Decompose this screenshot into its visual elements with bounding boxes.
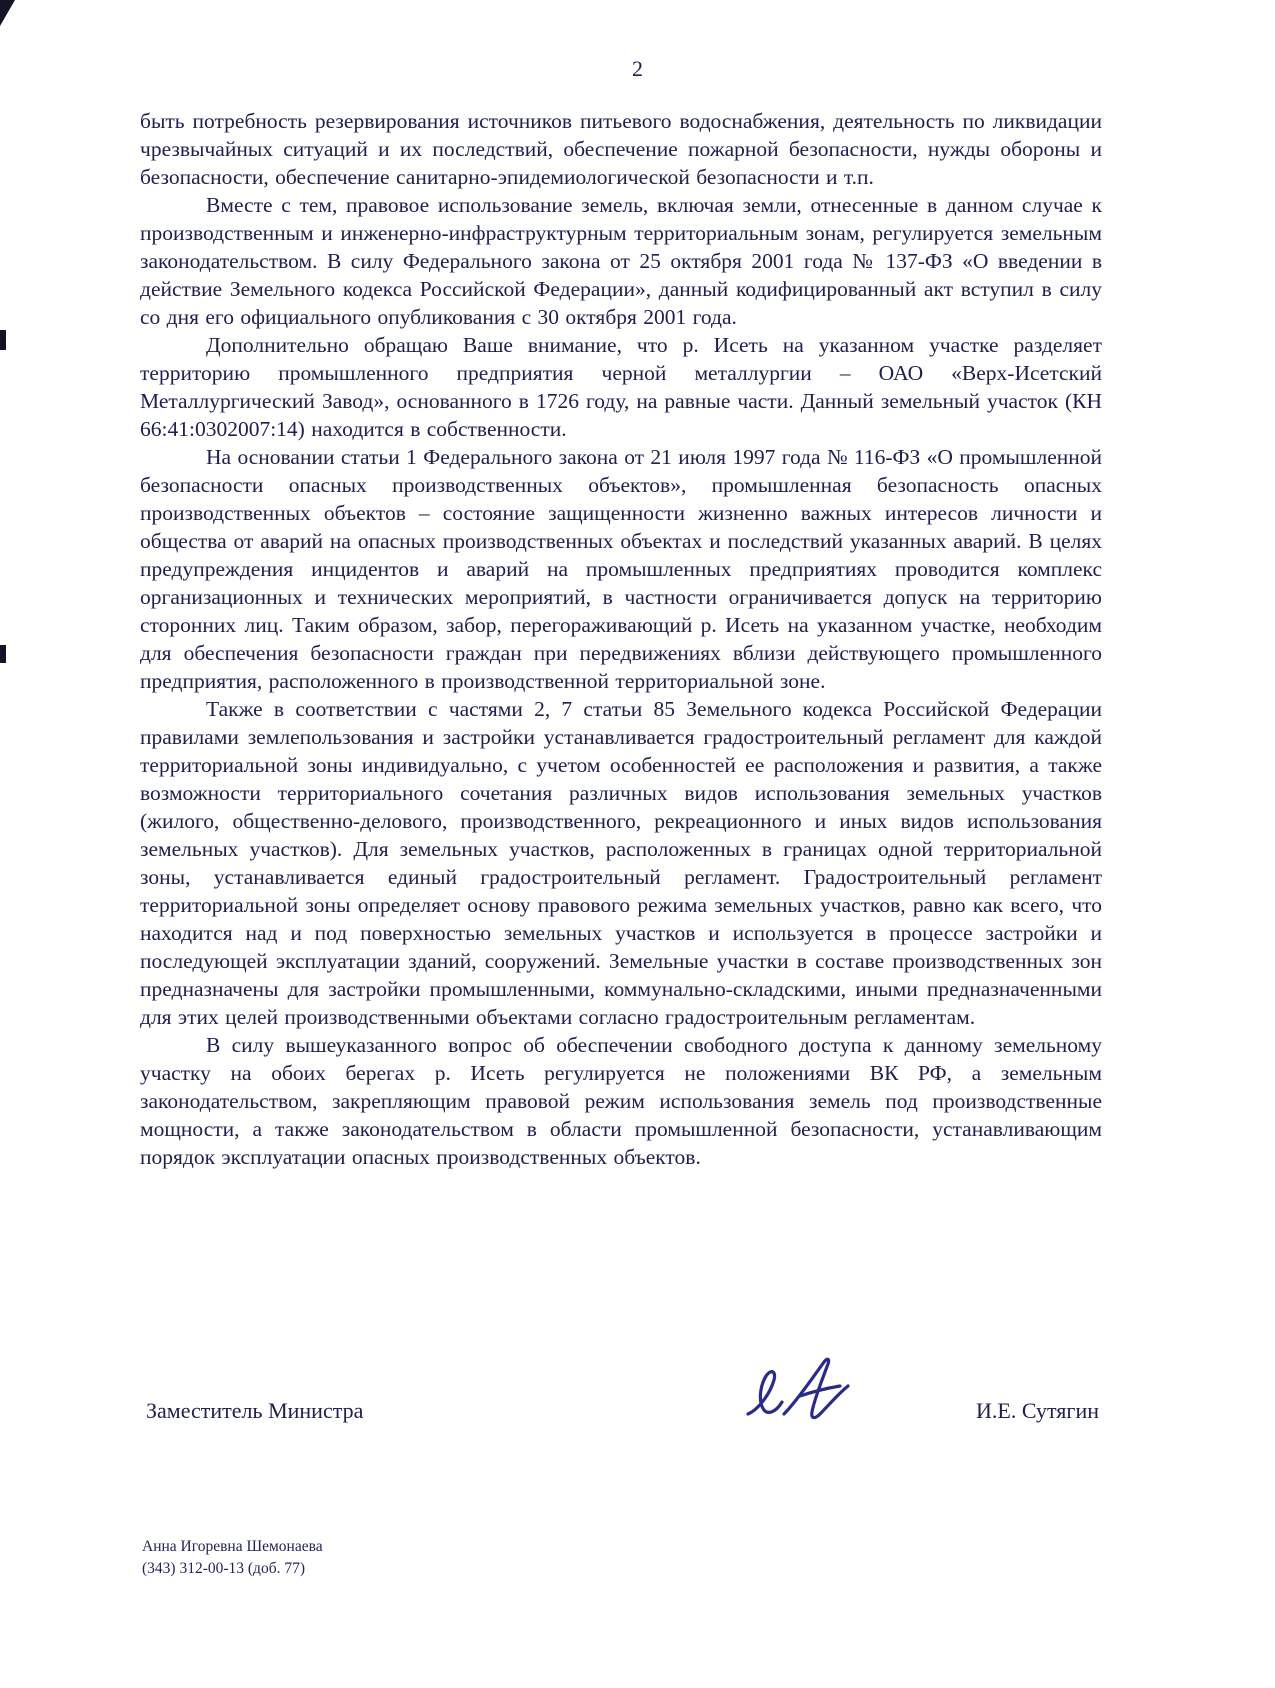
signer-name: И.Е. Сутягин [976, 1398, 1099, 1423]
letter-body [140, 107, 1102, 1171]
handwritten-signature [740, 1352, 870, 1442]
signer-title: Заместитель Министра [146, 1398, 364, 1423]
scan-artifact-tick [0, 330, 6, 350]
paragraph-6: В силу вышеуказанного вопрос об обеспечении свободного доступа к данному земельному участку на обоих берегах р. Исеть регулируется не положениями ВК РФ, а земельным законодательством, закрепляющим правовой режим использования земель под производственные мощности, а также законодательством в области промышленной безопасности, устанавливающим порядок эксплуатации опасных производственных объектов. [140, 1033, 1102, 1169]
paragraph-5: Также в соответствии с частями 2, 7 статьи 85 Земельного кодекса Российской Федерации правилами землепользования и застройки устанавливается градостроительный регламент для каждой территориальной зоны индивидуально, с учетом особенностей ее расположения и развития, а также возможности территориального сочетания различных видов использования земельных участков (жилого, общественно-делового, производственного, рекреационного и иных видов использования земельных участков). Для земельных участков, расположенных в границах одной территориальной зоны, устанавливается единый градостроительный регламент. Градостроительный регламент территориальной зоны определяет основу правового режима земельных участков, равно как всего, что находится над и под поверхностью земельных участков и используется в процессе застройки и последующей эксплуатации зданий, сооружений. Земельные участки в составе производственных зон предназначены для застройки промышленными, коммунально-складскими, иными предназначенными для этих целей производственными объектами согласно градостроительным регламентам. [140, 697, 1102, 1029]
footer-contact [142, 1536, 323, 1580]
scan-artifact-corner [0, 0, 15, 26]
contact-name: Анна Игоревна Шемонаева [142, 1538, 323, 1555]
paragraph-1: быть потребность резервирования источников питьевого водоснабжения, деятельность по ликвидации чрезвычайных ситуаций и их последствий, обеспечение пожарной безопасности, нужды обороны и безопасности, обеспечение санитарно-эпидемиологической безопасности и т.п. [140, 109, 1102, 189]
paragraph-3: Дополнительно обращаю Ваше внимание, что р. Исеть на указанном участке разделяет территорию промышленного предприятия черной металлургии – ОАО «Верх-Исетский Металлургический Завод», основанного в 1726 году, на равные части. Данный земельный участок (КН 66:41:0302007:14) находится в собственности. [140, 333, 1102, 441]
contact-phone: (343) 312-00-13 (доб. 77) [142, 1560, 305, 1577]
scan-artifact-tick [0, 645, 6, 663]
page-number: 2 [632, 56, 643, 81]
paragraph-2: Вместе с тем, правовое использование земель, включая земли, отнесенные в данном случае к производственным и инженерно-инфраструктурным территориальным зонам, регулируется земельным законодательством. В силу Федерального закона от 25 октября 2001 года № 137-ФЗ «О введении в действие Земельного кодекса Российской Федерации», данный кодифицированный акт вступил в силу со дня его официального опубликования с 30 октября 2001 года. [140, 193, 1102, 329]
paragraph-4: На основании статьи 1 Федерального закона от 21 июля 1997 года № 116-ФЗ «О промышленной безопасности опасных производственных объектов», промышленная безопасность опасных производственных объектов – состояние защищенности жизненно важных интересов личности и общества от аварий на опасных производственных объектах и последствий указанных аварий. В целях предупреждения инцидентов и аварий на промышленных предприятиях проводится комплекс организационных и технических мероприятий, в частности ограничивается допуск на территорию сторонних лиц. Таким образом, забор, перегораживающий р. Исеть на указанном участке, необходим для обеспечения безопасности граждан при передвижениях вблизи действующего промышленного предприятия, расположенного в производственной территориальной зоне. [140, 445, 1103, 693]
